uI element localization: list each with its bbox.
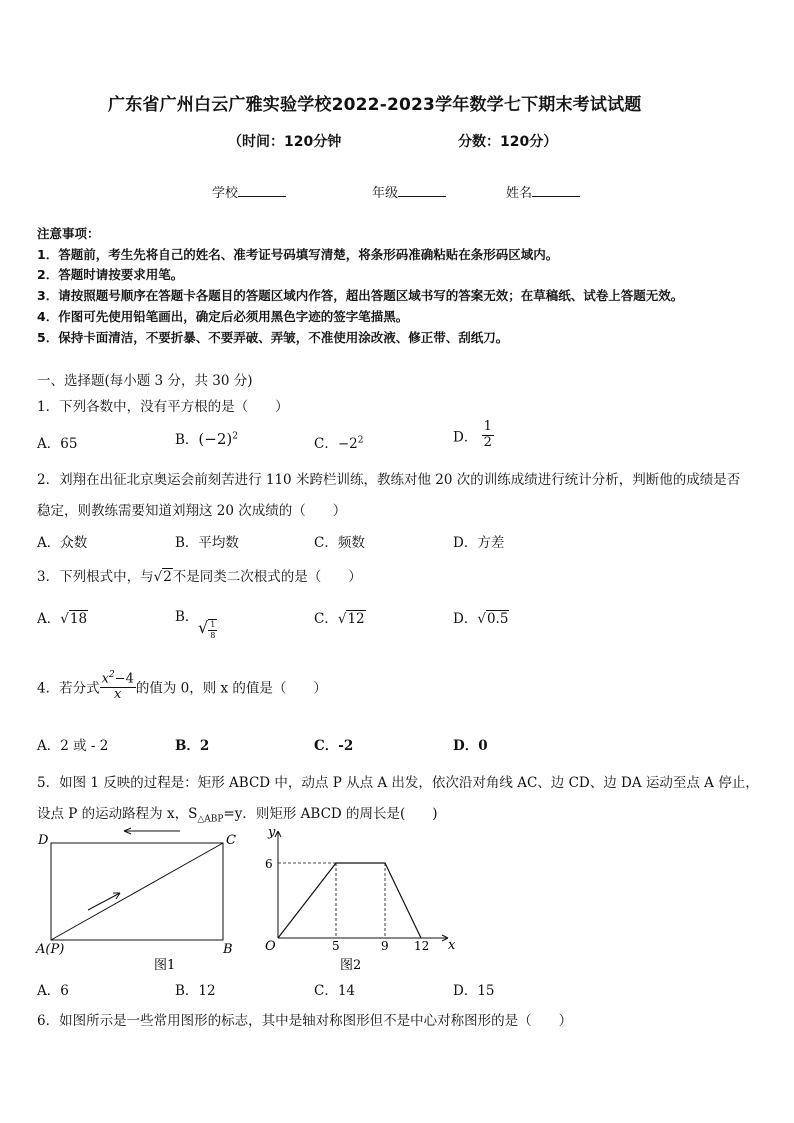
x-label: x: [448, 938, 456, 953]
section-heading: 一、选择题(每小题 3 分，共 30 分): [37, 373, 253, 389]
question-1-stem: 1．下列各数中，没有平方根的是（ ）: [37, 399, 289, 415]
exam-score: 分数：120分）: [458, 134, 558, 150]
q5-line2-pre: 设点 P 的运动路程为 x，S: [37, 806, 198, 822]
q1-c-label: C．: [314, 436, 338, 452]
q3-c-label: C．: [314, 611, 338, 627]
q3-option-d: [453, 607, 509, 627]
question-2-line2: 稳定，则教练需要知道刘翔这 20 次成绩的（ ）: [37, 503, 347, 519]
label-c: C: [226, 833, 236, 848]
figure-1-rectangle: [30, 822, 250, 977]
grade-label: 年级: [372, 186, 399, 201]
q5-option-d: D．15: [453, 983, 495, 999]
figure-2-caption: 图2: [340, 958, 362, 973]
diagonal-ac: [51, 843, 223, 940]
note-item: 2．答题时请按要求用笔。: [37, 267, 184, 282]
q1-b-base: (−2): [198, 430, 233, 448]
q3-c-sqrt: √12: [337, 611, 365, 627]
label-a: A(P): [36, 942, 65, 957]
q1-option-a: A．65: [37, 436, 78, 452]
tick-5: 5: [332, 939, 340, 953]
q3-b-denominator: 8: [210, 630, 216, 640]
q4-denominator: x: [114, 687, 122, 703]
q5-line2-post: =y．则矩形 ABCD 的周长是( ): [223, 806, 438, 822]
q4-option-c: C．-2: [314, 738, 354, 754]
q1-b-label: B．: [175, 432, 199, 448]
q3-d-sqrt: √0.5: [477, 611, 509, 627]
q1-c-exp: 2: [357, 435, 364, 446]
grade-field: [372, 182, 446, 201]
notes-heading: 注意事项：: [37, 226, 100, 241]
q3-stem-sqrt: √2: [153, 569, 172, 585]
name-label: 姓名: [506, 186, 533, 201]
note-item: 3．请按照题号顺序在答题卡各题目的答题区域内作答，超出答题区域书写的答案无效；在草稿纸、试卷上答题无效。: [37, 288, 684, 303]
q4-fraction: [100, 670, 136, 703]
q4-numerator: [100, 670, 136, 688]
question-6-stem: 6．如图所示是一些常用图形的标志，其中是轴对称图形但不是中心对称图形的是（ ）: [37, 1013, 573, 1029]
q3-d-label: D．: [453, 611, 478, 627]
q4-option-a: A．2 或 - 2: [37, 738, 109, 754]
q3-a-radicand: 18: [69, 611, 88, 627]
q5-option-a: A．6: [37, 983, 69, 999]
arrow-diag-shaft: [88, 893, 120, 910]
note-item: 1．答题前，考生先将自己的姓名、准考证号码填写清楚，将条形码准确粘贴在条形码区域内。: [37, 247, 559, 262]
q1-d-fraction: [482, 420, 494, 451]
q3-stem-pre: 3．下列根式中，与: [37, 569, 154, 585]
q3-b-fraction: [208, 619, 217, 639]
grade-blank: [398, 184, 446, 197]
q3-option-c: [314, 607, 366, 627]
label-b: B: [223, 942, 233, 957]
q1-d-denominator: 2: [483, 434, 492, 450]
q3-d-radicand: 0.5: [486, 611, 509, 627]
q1-d-numerator: 1: [483, 419, 492, 434]
q1-d-label: D．: [453, 429, 478, 446]
q4-num-base: x: [101, 671, 109, 687]
q1-c-base: −2: [337, 436, 358, 452]
q3-c-radicand: 12: [347, 611, 365, 627]
tick-12: 12: [414, 939, 430, 953]
figure-2-graph: [258, 822, 458, 977]
q4-option-b: B．2: [175, 738, 210, 754]
q1-option-c: [314, 432, 363, 452]
q3-option-a: [37, 607, 88, 627]
origin-label: O: [265, 939, 276, 954]
q4-num-rest: −4: [114, 671, 134, 687]
label-d: D: [38, 833, 49, 848]
q3-option-b: [175, 605, 198, 625]
q3-a-sqrt: √18: [60, 611, 88, 627]
q3-b-label: B．: [175, 609, 199, 625]
q4-option-d: D．0: [453, 738, 488, 754]
school-label: 学校: [212, 186, 239, 201]
q2-option-b: B．平均数: [175, 535, 239, 551]
q5-line2-sub: △ABP: [197, 814, 224, 825]
q2-option-a: A．众数: [37, 535, 88, 551]
school-blank: [238, 184, 286, 197]
q1-b-exp: 2: [232, 431, 238, 442]
q3-a-label: A．: [37, 611, 61, 627]
figure-1-caption: 图1: [154, 958, 176, 973]
note-item: 4．作图可先使用铅笔画出，确定后必须用黑色字迹的签字笔描黑。: [37, 309, 409, 324]
q5-option-c: C．14: [314, 983, 356, 999]
q4-pre: 4．若分式: [37, 680, 100, 697]
q4-post: 的值为 0，则 x 的值是（ ）: [135, 680, 327, 697]
q3-b-sqrt: √ $\frac{1}{8}$: [198, 618, 216, 640]
name-blank: [532, 184, 580, 197]
q2-option-c: C．频数: [314, 535, 365, 551]
page-title: 广东省广州白云广雅实验学校2022-2023学年数学七下期末考试试题: [108, 95, 642, 115]
q4-num-exp: 2: [108, 670, 115, 680]
graph-line: [278, 863, 421, 938]
school-field: [212, 182, 286, 201]
q5-option-b: B．12: [175, 983, 216, 999]
note-item: 5．保持卡面清洁，不要折暴、不要弄破、弄皱，不准使用涂改液、修正带、刮纸刀。: [37, 330, 509, 345]
name-field: [506, 182, 580, 201]
q3-stem-radicand: 2: [163, 569, 172, 585]
question-5-line1: 5．如图 1 反映的过程是：矩形 ABCD 中，动点 P 从点 A 出发，依次沿对角线 AC、边 CD、边 DA 运动至点 A 停止，: [37, 775, 759, 791]
q1-option-d: [453, 420, 494, 451]
y-label: y: [268, 825, 276, 840]
tick-9: 9: [381, 939, 389, 953]
question-3-stem: [37, 565, 362, 585]
q1-option-b: [175, 428, 238, 448]
question-2-line1: 2．刘翔在出征北京奥运会前刻苦进行 110 米跨栏训练，教练对他 20 次的训练成绩进行统计分析，判断他的成绩是否: [37, 472, 741, 488]
exam-time: （时间：120分钟: [228, 134, 342, 150]
q3-b-numerator: 1: [210, 620, 216, 630]
q2-option-d: D．方差: [453, 535, 505, 551]
q3-stem-post: 不是同类二次根式的是（ ）: [172, 569, 362, 585]
tick-6: 6: [265, 857, 273, 871]
question-4-stem: [37, 670, 327, 703]
